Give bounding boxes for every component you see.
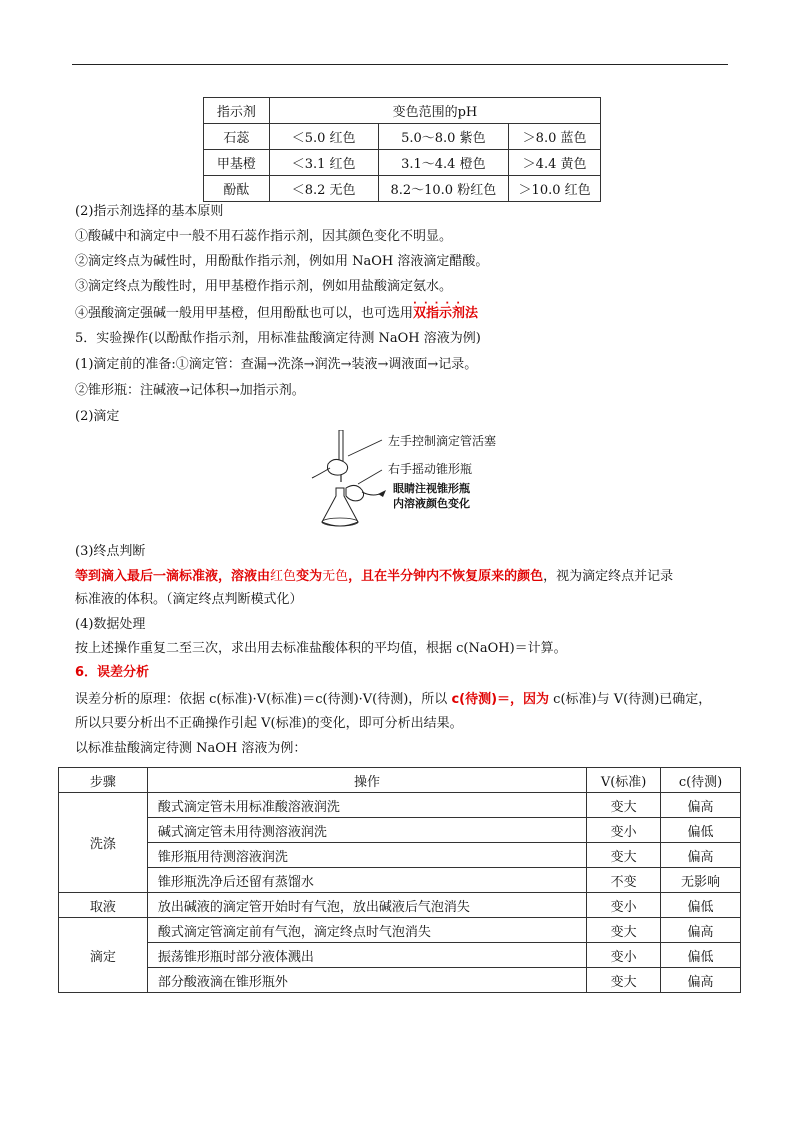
data-heading: (4)数据处理 <box>75 617 146 632</box>
header-rule <box>72 64 728 65</box>
operation-cell: 锥形瓶用待测溶液润洗 <box>147 843 586 868</box>
titration-figure <box>300 430 500 530</box>
principles-heading: (2)指示剂选择的基本原则 <box>75 204 224 219</box>
v-cell: 变大 <box>587 843 661 868</box>
table-header-cell: 变色范围的pH <box>269 98 600 124</box>
table-cell: ＞10.0 红色 <box>509 176 601 202</box>
table-cell: ＜5.0 红色 <box>269 124 378 150</box>
endpoint-red-4: ，且在半分钟内不恢复原来的颜色 <box>348 569 544 584</box>
endpoint-text <box>75 569 673 585</box>
endpoint-tail: ，视为滴定终点并记录 <box>543 569 674 584</box>
endpoint-sep: ， <box>218 569 232 584</box>
table-row <box>59 818 741 843</box>
endpoint-color-1: 红色 <box>270 569 297 584</box>
endpoint-heading: (3)终点判断 <box>75 544 146 559</box>
table-header-cell: 步骤 <box>59 768 148 793</box>
step-cell: 洗涤 <box>59 793 148 893</box>
v-cell: 变大 <box>587 793 661 818</box>
label-left-hand: 左手控制滴定管活塞 <box>388 434 497 448</box>
v-cell: 变小 <box>587 818 661 843</box>
error-heading: 6．误差分析 <box>75 665 150 680</box>
error-principle-prefix: 误差分析的原理：依据 c(标准)·V(标准)＝c(待测)·V(待测)，所以 <box>75 692 452 707</box>
principle-4-text: ④强酸滴定强碱一般用甲基橙，但用酚酞也可以，也可选用 <box>75 306 414 321</box>
table-header-cell: c(待测) <box>661 768 741 793</box>
error-example: 以标准盐酸滴定待测 NaOH 溶液为例： <box>75 741 307 756</box>
v-cell: 变大 <box>587 968 661 993</box>
c-cell: 偏高 <box>661 843 741 868</box>
table-header-row <box>59 768 741 793</box>
c-cell: 无影响 <box>661 868 741 893</box>
principle-4-emphasis-text: 双指示剂法 <box>413 306 479 321</box>
table-cell: ＜8.2 无色 <box>269 176 378 202</box>
table-row <box>204 176 601 202</box>
label-right-hand: 右手摇动锥形瓶 <box>388 462 473 476</box>
error-principle <box>75 692 711 708</box>
table-row <box>59 943 741 968</box>
indicator-table <box>203 97 601 202</box>
table-row <box>59 868 741 893</box>
table-row <box>59 968 741 993</box>
table-row <box>59 843 741 868</box>
operation-cell: 锥形瓶洗净后还留有蒸馏水 <box>147 868 586 893</box>
table-header-cell: 指示剂 <box>204 98 270 124</box>
table-cell: 甲基橙 <box>204 150 270 176</box>
operation-prep-1: (1)滴定前的准备:①滴定管：查漏→洗涤→润洗→装液→调液面→记录。 <box>75 357 478 372</box>
principle-2: ②滴定终点为碱性时，用酚酞作指示剂，例如用 NaOH 溶液滴定醋酸。 <box>75 254 489 269</box>
table-cell: ＞8.0 蓝色 <box>509 124 601 150</box>
table-row <box>59 918 741 943</box>
operation-cell: 酸式滴定管未用标准酸溶液润洗 <box>147 793 586 818</box>
v-cell: 变大 <box>587 918 661 943</box>
endpoint-line-2: 标准液的体积。（滴定终点判断模式化） <box>75 592 303 607</box>
table-cell: 3.1～4.4 橙色 <box>378 150 509 176</box>
right-hand <box>346 485 364 500</box>
table-cell: 5.0～8.0 紫色 <box>378 124 509 150</box>
operation-cell: 碱式滴定管未用待测溶液润洗 <box>147 818 586 843</box>
c-cell: 偏高 <box>661 968 741 993</box>
c-cell: 偏高 <box>661 793 741 818</box>
step-cell: 滴定 <box>59 918 148 993</box>
operation-prep-2: ②锥形瓶：注碱液→记体积→加指示剂。 <box>75 383 305 398</box>
table-cell: ＞4.4 黄色 <box>509 150 601 176</box>
table-header-cell: V(标准) <box>587 768 661 793</box>
table-row <box>204 150 601 176</box>
endpoint-color-2: 无色 <box>322 569 349 584</box>
titration-heading: (2)滴定 <box>75 409 120 424</box>
error-table <box>58 767 741 993</box>
data-text: 按上述操作重复二至三次，求出用去标准盐酸体积的平均值，根据 c(NaOH)＝计算。 <box>75 641 567 656</box>
operation-cell: 酸式滴定管滴定前有气泡，滴定终点时气泡消失 <box>147 918 586 943</box>
table-cell: 酚酞 <box>204 176 270 202</box>
error-principle-line-2: 所以只要分析出不正确操作引起 V(标准)的变化，即可分析出结果。 <box>75 716 463 731</box>
principle-1: ①酸碱中和滴定中一般不用石蕊作指示剂，因其颜色变化不明显。 <box>75 229 453 244</box>
table-row <box>59 793 741 818</box>
principle-3: ③滴定终点为酸性时，用甲基橙作指示剂，例如用盐酸滴定氨水。 <box>75 279 453 294</box>
operation-heading: 5．实验操作(以酚酞作指示剂，用标准盐酸滴定待测 NaOH 溶液为例) <box>75 331 481 346</box>
operation-cell: 部分酸液滴在锥形瓶外 <box>147 968 586 993</box>
label-eyes-1: 眼睛注视锥形瓶 <box>393 482 470 495</box>
label-eyes-2: 内溶液颜色变化 <box>393 497 470 510</box>
emphasis-dots: ····· <box>413 298 468 309</box>
operation-cell: 放出碱液的滴定管开始时有气泡，放出碱液后气泡消失 <box>147 893 586 918</box>
v-cell: 不变 <box>587 868 661 893</box>
step-cell: 取液 <box>59 893 148 918</box>
table-header-cell: 操作 <box>147 768 586 793</box>
table-cell: 8.2～10.0 粉红色 <box>378 176 509 202</box>
table-cell: 石蕊 <box>204 124 270 150</box>
table-row <box>59 893 741 918</box>
table-header-row <box>204 98 601 124</box>
error-principle-suffix: c(标准)与 V(待测)已确定， <box>549 692 712 707</box>
operation-cell: 振荡锥形瓶时部分液体溅出 <box>147 943 586 968</box>
v-cell: 变小 <box>587 943 661 968</box>
error-principle-red: c(待测)＝，因为 <box>451 692 550 707</box>
c-cell: 偏高 <box>661 918 741 943</box>
left-hand <box>328 459 348 475</box>
table-row <box>204 124 601 150</box>
v-cell: 变小 <box>587 893 661 918</box>
principle-4 <box>75 298 479 322</box>
c-cell: 偏低 <box>661 943 741 968</box>
c-cell: 偏低 <box>661 818 741 843</box>
principle-4-emphasis <box>413 298 479 321</box>
eye-icon <box>378 490 386 497</box>
c-cell: 偏低 <box>661 893 741 918</box>
endpoint-red-1: 等到滴入最后一滴标准液 <box>75 569 219 584</box>
table-cell: ＜3.1 红色 <box>269 150 378 176</box>
endpoint-red-2: 溶液由 <box>231 569 271 584</box>
endpoint-red-3: 变为 <box>296 569 323 584</box>
